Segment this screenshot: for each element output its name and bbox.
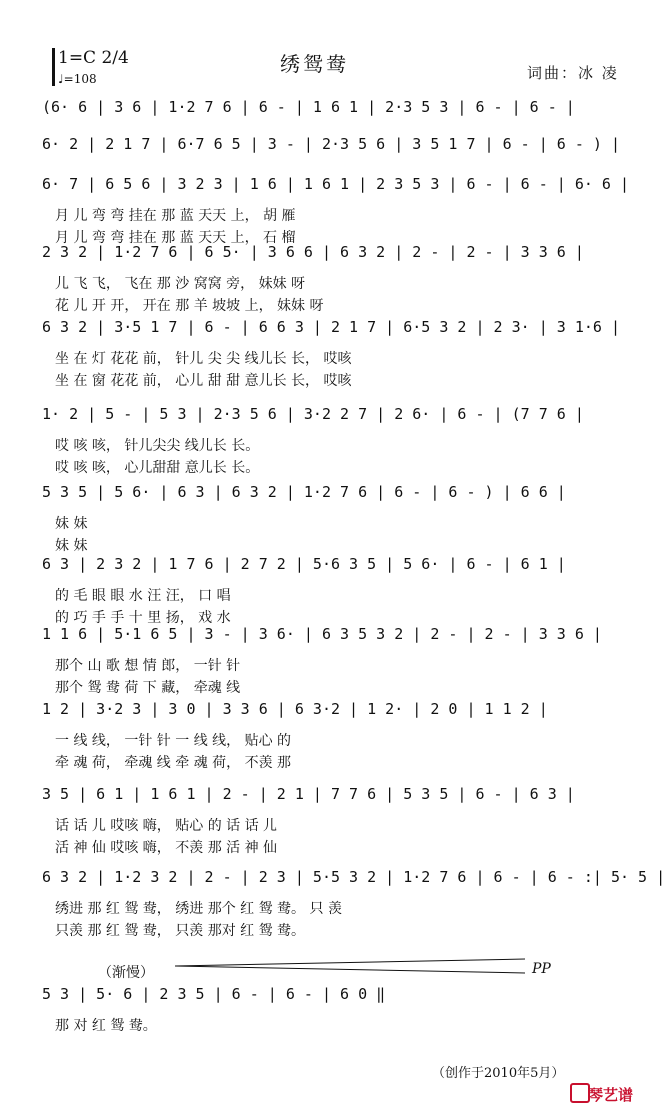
lyric-line: 那 对 红 鸳 鸯。: [55, 1018, 157, 1034]
lyric-line: 绣进 那 红 鸳 鸯， 绣进 那个 红 鸳 鸯。 只 羡: [55, 901, 342, 917]
notation-line: 6· 7 | 6 5 6 | 3 2 3 | 1 6 | 1 6 1 | 2 3 5 3 | 6 - | 6 - | 6· 6 |: [42, 175, 629, 193]
notation-line: 2 3 2 | 1·2 7 6 | 6 5· | 3 6 6 | 6 3 2 | 2 - | 2 - | 3 3 6 |: [42, 243, 584, 261]
notation-line: (6· 6 | 3 6 | 1·2 7 6 | 6 - | 1 6 1 | 2·3 5 3 | 6 - | 6 - |: [42, 98, 575, 116]
lyric-line: 花 儿 开 开， 开在 那 羊 坡坡 上， 妹妹 呀: [55, 298, 324, 314]
key-signature: 1=C 2/4: [58, 48, 129, 68]
notation-line: 5 3 5 | 5 6· | 6 3 | 6 3 2 | 1·2 7 6 | 6 - | 6 - ) | 6 6 |: [42, 483, 566, 501]
lyric-line: 坐 在 窗 花花 前， 心儿 甜 甜 意儿长 长， 哎咳: [55, 373, 352, 389]
ritardando-marking: （渐慢）: [98, 965, 154, 981]
lyric-line: 月 儿 弯 弯 挂在 那 蓝 天天 上， 石 榴: [55, 230, 296, 246]
score-bracket: [52, 48, 55, 86]
tempo-marking: ♩=108: [58, 72, 97, 86]
notation-line: 6 3 | 2 3 2 | 1 7 6 | 2 7 2 | 5·6 3 5 | 5 6· | 6 - | 6 1 |: [42, 555, 566, 573]
lyric-line: 活 神 仙 哎咳 嗨， 不羡 那 活 神 仙: [55, 840, 278, 856]
song-credit: 词曲：冰 凌: [527, 64, 619, 82]
lyric-line: 那个 山 歌 想 情 郎， 一针 针: [55, 658, 241, 674]
notation-line: 6 3 2 | 3·5 1 7 | 6 - | 6 6 3 | 2 1 7 | 6·5 3 2 | 2 3· | 3 1·6 |: [42, 318, 620, 336]
lyric-line: 月 儿 弯 弯 挂在 那 蓝 天天 上， 胡 雁: [55, 208, 296, 224]
lyric-line: 坐 在 灯 花花 前， 针儿 尖 尖 线儿长 长， 哎咳: [55, 351, 352, 367]
notation-line: 6· 2 | 2 1 7 | 6·7 6 5 | 3 - | 2·3 5 6 | 3 5 1 7 | 6 - | 6 - ) |: [42, 135, 620, 153]
lyric-line: 妹 妹: [55, 538, 88, 554]
lyric-line: 牵 魂 荷， 牵魂 线 牵 魂 荷， 不羡 那: [55, 755, 292, 771]
composition-date: （创作于2010年5月）: [432, 1066, 565, 1081]
lyric-line: 哎 咳 咳， 心儿甜甜 意儿长 长。: [55, 460, 260, 476]
lyric-line: 的 毛 眼 眼 水 汪 汪， 口 唱: [55, 588, 231, 604]
lyric-line: 哎 咳 咳， 针儿尖尖 线儿长 长。: [55, 438, 260, 454]
site-logo: 琴艺谱: [588, 1086, 634, 1104]
lyric-line: 只羡 那 红 鸳 鸯， 只羡 那对 红 鸳 鸯。: [55, 923, 306, 939]
logo-icon: [570, 1083, 590, 1103]
notation-line: 1 1 6 | 5·1 6 5 | 3 - | 3 6· | 6 3 5 3 2 | 2 - | 2 - | 3 3 6 |: [42, 625, 602, 643]
lyric-line: 话 话 儿 哎咳 嗨， 贴心 的 话 话 儿: [55, 818, 278, 834]
decrescendo-hairpin: [175, 955, 525, 977]
notation-line: 3 5 | 6 1 | 1 6 1 | 2 - | 2 1 | 7 7 6 | 5 3 5 | 6 - | 6 3 |: [42, 785, 575, 803]
notation-line: 5 3 | 5· 6 | 2 3 5 | 6 - | 6 - | 6 0 ‖: [42, 985, 386, 1003]
lyric-line: 儿 飞 飞， 飞在 那 沙 窝窝 旁， 妹妹 呀: [55, 276, 306, 292]
lyric-line: 妹 妹: [55, 516, 88, 532]
notation-line: 1· 2 | 5 - | 5 3 | 2·3 5 6 | 3·2 2 7 | 2 6· | 6 - | (7 7 6 |: [42, 405, 584, 423]
lyric-line: 那个 鸳 鸯 荷 下 藏， 牵魂 线: [55, 680, 241, 696]
notation-line: 1 2 | 3·2 3 | 3 0 | 3 3 6 | 6 3·2 | 1 2· | 2 0 | 1 1 2 |: [42, 700, 548, 718]
lyric-line: 一 线 线， 一针 针 一 线 线， 贴心 的: [55, 733, 292, 749]
lyric-line: 的 巧 手 手 十 里 扬， 戏 水: [55, 610, 231, 626]
pianissimo-marking: PP: [532, 961, 551, 977]
song-title: 绣鸳鸯: [280, 52, 349, 76]
notation-line: 6 3 2 | 1·2 3 2 | 2 - | 2 3 | 5·5 3 2 | 1·2 7 6 | 6 - | 6 - :| 5· 5 |: [42, 868, 666, 886]
